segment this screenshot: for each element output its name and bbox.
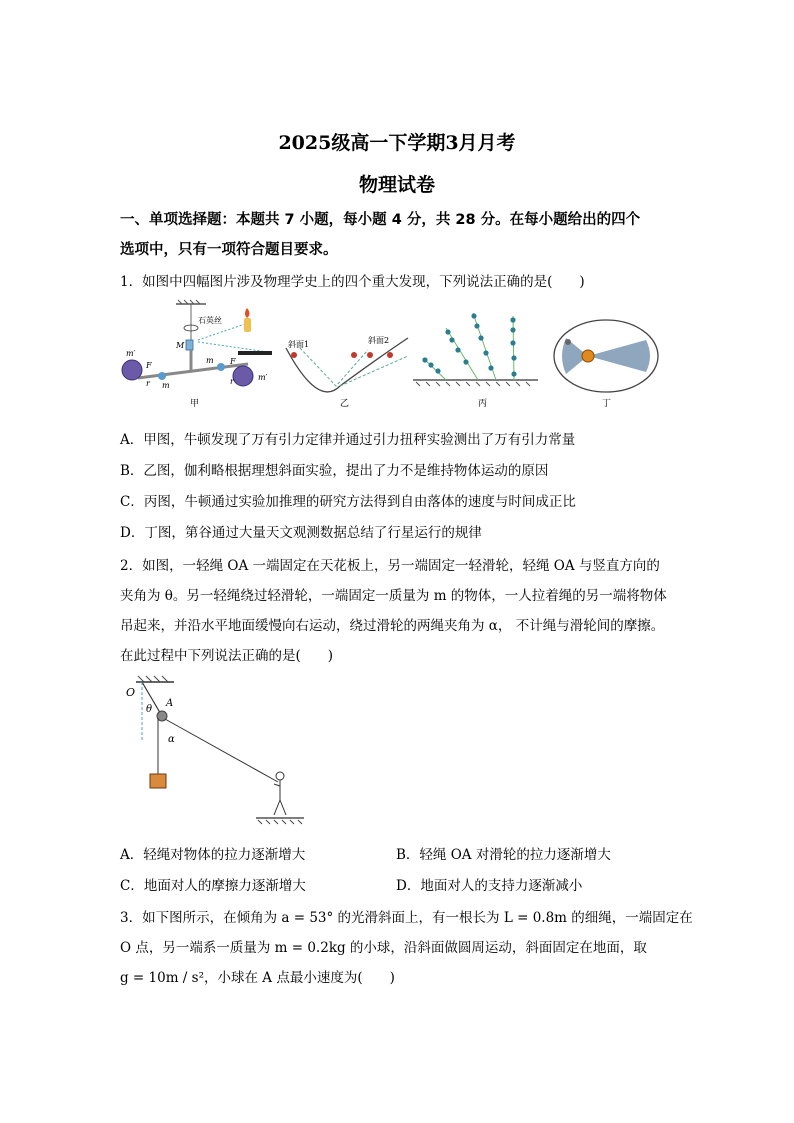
q1-figures bbox=[118, 298, 678, 413]
q1-stem: 1．如图中四幅图片涉及物理学史上的四个重大发现，下列说法正确的是( ) bbox=[120, 274, 585, 290]
quartz-label: 石英丝 bbox=[198, 316, 222, 325]
q2-option-a: A．轻绳对物体的拉力逐渐增大 bbox=[120, 847, 306, 863]
svg-text:r: r bbox=[146, 379, 150, 388]
slope2-label: 斜面2 bbox=[368, 336, 390, 345]
exam-title: 2025级高一下学期3月月考 bbox=[278, 132, 516, 154]
figure-yi bbox=[286, 335, 408, 409]
svg-text:F: F bbox=[146, 361, 152, 370]
figure-ding-caption: 丁 bbox=[602, 399, 612, 409]
svg-text:M: M bbox=[176, 341, 185, 350]
q2-stem-line1: 2．如图，一轻绳 OA 一端固定在天花板上，另一端固定一轻滑轮，轻绳 OA 与竖直方向的 bbox=[120, 558, 660, 574]
q2-figure bbox=[118, 672, 318, 832]
figure-jia-caption: 甲 bbox=[190, 399, 200, 409]
theta-label: θ bbox=[146, 704, 153, 715]
figure-jia bbox=[122, 300, 272, 409]
q3-stem-line3: g = 10m / s²，小球在 A 点最小速度为( ) bbox=[120, 970, 395, 986]
svg-text:r: r bbox=[230, 377, 234, 386]
alpha-label: α bbox=[168, 734, 175, 745]
svg-text:F: F bbox=[230, 357, 236, 366]
svg-text:m: m bbox=[206, 356, 214, 365]
q2-option-c: C．地面对人的摩擦力逐渐增大 bbox=[120, 878, 306, 894]
slope1-label: 斜面1 bbox=[288, 340, 310, 349]
exam-subtitle: 物理试卷 bbox=[358, 174, 435, 196]
q2-option-b: B．轻绳 OA 对滑轮的拉力逐渐增大 bbox=[396, 847, 611, 863]
figure-ding bbox=[554, 320, 658, 409]
figure-bing bbox=[413, 313, 538, 409]
figure-bing-caption: 丙 bbox=[478, 399, 488, 409]
figure-yi-caption: 乙 bbox=[340, 399, 350, 409]
point-a-label: A bbox=[166, 698, 174, 709]
svg-text:m′: m′ bbox=[126, 349, 136, 358]
q1-option-b: B．乙图，伽利略根据理想斜面实验，提出了力不是维持物体运动的原因 bbox=[120, 463, 549, 479]
q2-stem-line4: 在此过程中下列说法正确的是( ) bbox=[120, 648, 334, 664]
q2-stem-line2: 夹角为 θ。另一轻绳绕过轻滑轮，一端固定一质量为 m 的物体，一人拉着绳的另一端将物体 bbox=[120, 588, 667, 604]
q1-option-c: C．丙图，牛顿通过实验加推理的研究方法得到自由落体的速度与时间成正比 bbox=[120, 494, 576, 510]
q1-option-d: D．丁图，第谷通过大量天文观测数据总结了行星运行的规律 bbox=[120, 525, 482, 541]
section-heading-line1: 一、单项选择题：本题共 7 小题，每小题 4 分，共 28 分。在每小题给出的四个 bbox=[120, 212, 641, 228]
svg-text:m: m bbox=[162, 381, 170, 390]
svg-text:m′: m′ bbox=[258, 373, 268, 382]
q1-option-a: A．甲图，牛顿发现了万有引力定律并通过引力扭秤实验测出了万有引力常量 bbox=[120, 432, 576, 448]
q3-stem-line1: 3．如下图所示，在倾角为 a = 53° 的光滑斜面上，有一根长为 L = 0.8m 的细绳，一端固定在 bbox=[120, 910, 693, 926]
section-heading-line2: 选项中，只有一项符合题目要求。 bbox=[120, 242, 338, 258]
q2-stem-line3: 吊起来，并沿水平地面缓慢向右运动，绕过滑轮的两绳夹角为 α， 不计绳与滑轮间的摩擦。 bbox=[120, 618, 665, 634]
point-o-label: O bbox=[126, 686, 136, 699]
q2-option-d: D．地面对人的支持力逐渐减小 bbox=[396, 878, 583, 894]
q3-stem-line2: O 点，另一端系一质量为 m = 0.2kg 的小球，沿斜面做圆周运动，斜面固定在地面，取 bbox=[120, 940, 647, 956]
